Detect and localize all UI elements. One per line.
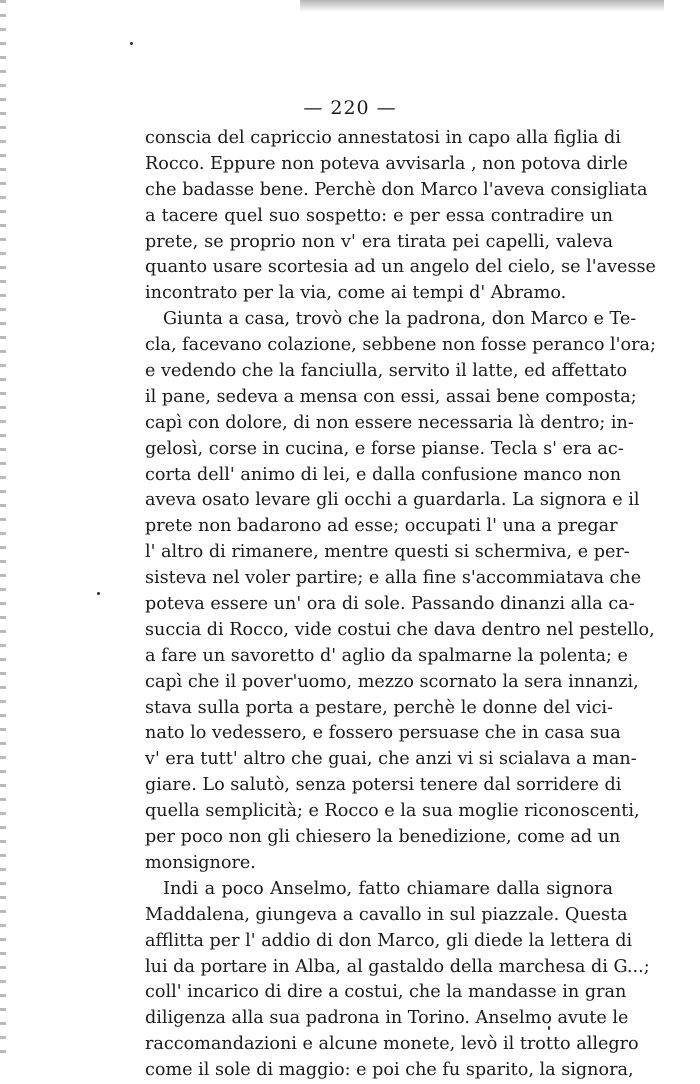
text-line: Giunta a casa, trovò che la padrona, don Marco e Te- (163, 309, 637, 330)
text-line: afflitta per l' addio di don Marco, gli diede la lettera di (145, 930, 633, 951)
text-line: giare. Lo salutò, senza potersi tenere dal sorridere di (145, 775, 622, 796)
text-line: aveva osato levare gli occhi a guardarla. La signora e il (145, 490, 640, 511)
text-line: v' era tutt' altro che guai, che anzi vi si scialava a man- (145, 749, 637, 770)
text-line: prete non badarono ad esse; occupati l' una a pregar (145, 516, 618, 537)
scan-top-shadow (300, 0, 664, 12)
text-line: coll' incarico di dire a costui, che la mandasse in gran (145, 982, 627, 1003)
text-line: diligenza alla sua padrona in Torino. Anselmo avute le (145, 1008, 629, 1029)
text-line: raccomandazioni e alcune monete, levò il trotto allegro (145, 1034, 639, 1055)
text-line: a tacere quel suo sospetto: e per essa contradire un (145, 205, 613, 226)
text-line: a fare un savoretto d' aglio da spalmarne la polenta; e (145, 645, 628, 666)
text-line: e vedendo che la fanciulla, servito il latte, ed affettato (145, 361, 628, 382)
text-line: capì che il pover'uomo, mezzo scornato la sera innanzi, (145, 671, 639, 692)
text-line: conscia del capriccio annestatosi in capo alla figlia di (145, 128, 621, 148)
text-line: Indi a poco Anselmo, fatto chiamare dalla signora (163, 878, 613, 899)
text-line: cla, facevano colazione, sebbene non fosse peranco l'ora; (145, 335, 656, 356)
page-number: — 220 — (303, 97, 397, 119)
scan-left-edge (0, 0, 6, 1056)
scan-speck (130, 42, 133, 45)
text-line: per poco non gli chiesero la benedizione, come ad un (145, 827, 621, 848)
text-line: prete, se proprio non v' era tirata pei capelli, valeva (145, 231, 613, 252)
text-line: Maddalena, giungeva a cavallo in sul piazzale. Questa (145, 904, 628, 925)
text-line: il pane, sedeva a mensa con essi, assai bene composta; (145, 386, 637, 407)
text-line: Rocco. Eppure non poteva avvisarla , non potova dirle (145, 153, 628, 174)
text-line: stava sulla porta a pestare, perchè le donne del vici- (145, 697, 613, 718)
text-line: come il sole di maggio: e poi che fu sparito, la signora, (145, 1060, 634, 1081)
text-line: poteva essere un' ora di sole. Passando dinanzi alla ca- (145, 594, 635, 615)
text-line: lui da portare in Alba, al gastaldo della marchesa di G...; (145, 956, 650, 977)
text-line: sisteva nel voler partire; e alla fine s'accommiatava che (145, 568, 642, 589)
text-line: succia di Rocco, vide costui che dava dentro nel pestello, (145, 619, 655, 640)
text-line: corta dell' animo di lei, e dalla confusione manco non (145, 464, 622, 485)
body-text (145, 126, 656, 1084)
text-line: gelosì, corse in cucina, e forse pianse. Tecla s' era ac- (145, 438, 624, 459)
text-line: l' altro di rimanere, mentre questi si schermiva, e per- (145, 542, 630, 563)
text-line: capì con dolore, di non essere necessaria là dentro; in- (145, 412, 634, 433)
text-line: che badasse bene. Perchè don Marco l'aveva consigliata (145, 179, 648, 200)
scan-speck (97, 592, 100, 595)
text-line: monsignore. (145, 852, 256, 873)
text-line: incontrato per la via, come ai tempi d' Abramo. (145, 283, 567, 304)
text-line: nato lo vedessero, e fossero persuase che in casa sua (145, 723, 621, 744)
text-line: quanto usare scortesia ad un angelo del cielo, se l'avesse (145, 257, 656, 278)
text-line: quella semplicità; e Rocco e la sua moglie riconoscenti, (145, 801, 640, 822)
